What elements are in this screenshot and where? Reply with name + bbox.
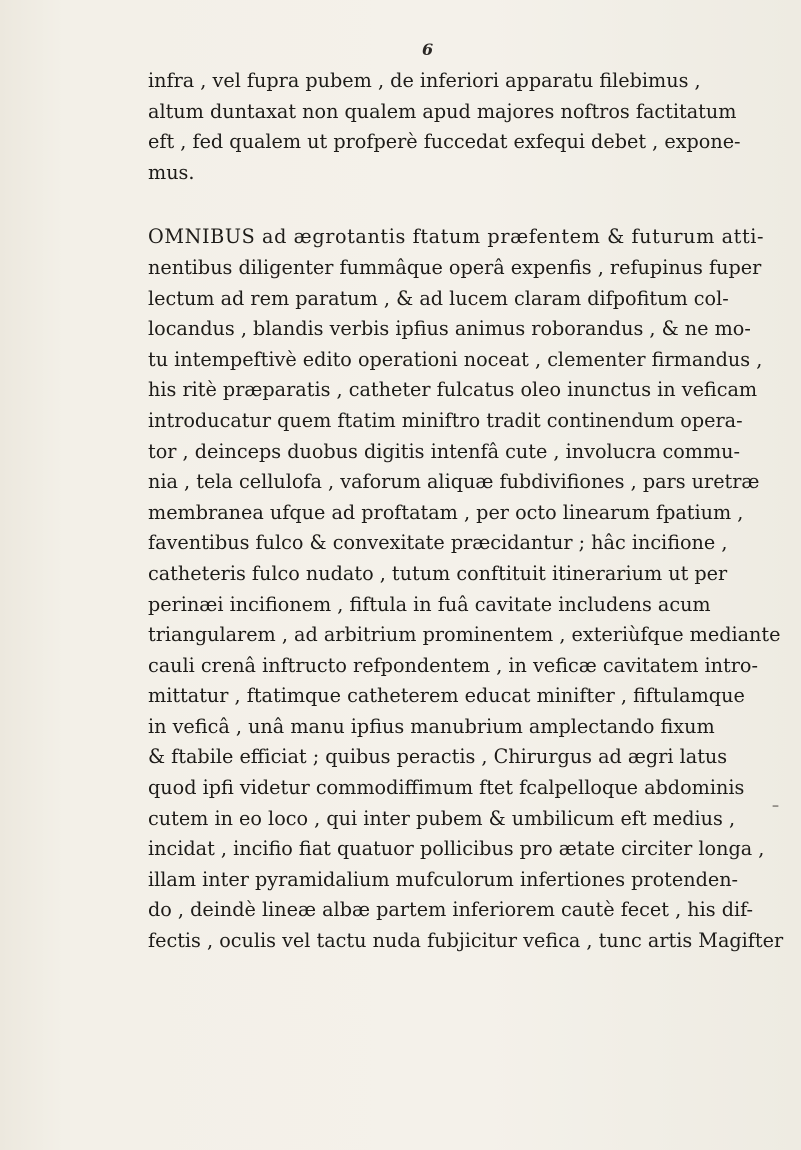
text-line: do , deindè lineæ albæ partem inferiorem cautè fecet , his dif- xyxy=(148,898,754,922)
text-line: altum duntaxat non qualem apud majores noftros factitatum xyxy=(148,99,737,123)
text-line: cutem in eo loco , qui inter pubem & umbilicum eft medius , xyxy=(148,806,736,830)
text-line: his ritè præparatis , catheter fulcatus oleo inunctus in veficam xyxy=(148,378,758,402)
text-line: fectis , oculis vel tactu nuda fubjicitur vefica , tunc artis Magifter xyxy=(148,929,784,953)
text-line: nia , tela cellulofa , vaforum aliquæ fubdivifiones , pars uretræ xyxy=(148,470,760,494)
text-line: illam inter pyramidalium mufculorum infertiones protenden- xyxy=(148,867,739,891)
text-line: introducatur quem ftatim miniftro tradit continendum opera- xyxy=(148,408,743,432)
text-line: lectum ad rem paratum , & ad lucem claram difpofitum col- xyxy=(148,286,729,310)
text-line: infra , vel fupra pubem , de inferiori apparatu filebimus , xyxy=(148,69,701,92)
text-line: tu intempeftivè edito operationi noceat , clementer firmandus , xyxy=(148,347,763,371)
paragraph-2 xyxy=(148,222,784,956)
text-line: triangularem , ad arbitrium prominentem , exteriùfque mediante xyxy=(148,623,781,647)
page-number: 6 xyxy=(422,40,434,59)
text-line: mus. xyxy=(148,160,195,184)
paragraph-1 xyxy=(148,66,748,188)
text-line: & ftabile efficiat ; quibus peractis , Chirurgus ad ægri latus xyxy=(148,745,728,769)
text-line: incidat , incifio fiat quatuor pollicibus pro ætate circiter longa , xyxy=(148,837,765,861)
text-line: quod ipfi videtur commodiffimum ftet fcalpelloque abdominis xyxy=(148,776,745,800)
paragraph-gap xyxy=(148,188,748,222)
margin-dash-mark: – xyxy=(772,798,779,814)
text-line: eft , fed qualem ut profperè fuccedat exfequi debet , expone- xyxy=(148,130,741,154)
text-line: locandus , blandis verbis ipfius animus roborandus , & ne mo- xyxy=(148,317,751,341)
text-line: membranea ufque ad proftatam , per octo linearum fpatium , xyxy=(148,500,744,524)
text-line: cauli crenâ inftructo refpondentem , in veficæ cavitatem intro- xyxy=(148,653,758,677)
text-line: tor , deinceps duobus digitis intenfâ cute , involucra commu- xyxy=(148,439,740,463)
body-text xyxy=(148,66,784,957)
text-line: OMNIBUS ad ægrotantis ftatum præfentem & futurum atti- xyxy=(148,225,765,249)
text-line: perinæi incifionem , fiftula in fuâ cavitate includens acum xyxy=(148,592,711,616)
text-line: faventibus fulco & convexitate præcidantur ; hâc incifione , xyxy=(148,531,728,555)
text-line: catheteris fulco nudato , tutum conftituit itinerarium ut per xyxy=(148,561,728,585)
text-line: in veficâ , unâ manu ipfius manubrium amplectando fixum xyxy=(148,714,715,738)
text-line: mittatur , ftatimque catheterem educat minifter , fiftulamque xyxy=(148,684,745,708)
text-line: nentibus diligenter fummâque operâ expenfis , refupinus fuper xyxy=(148,255,762,279)
